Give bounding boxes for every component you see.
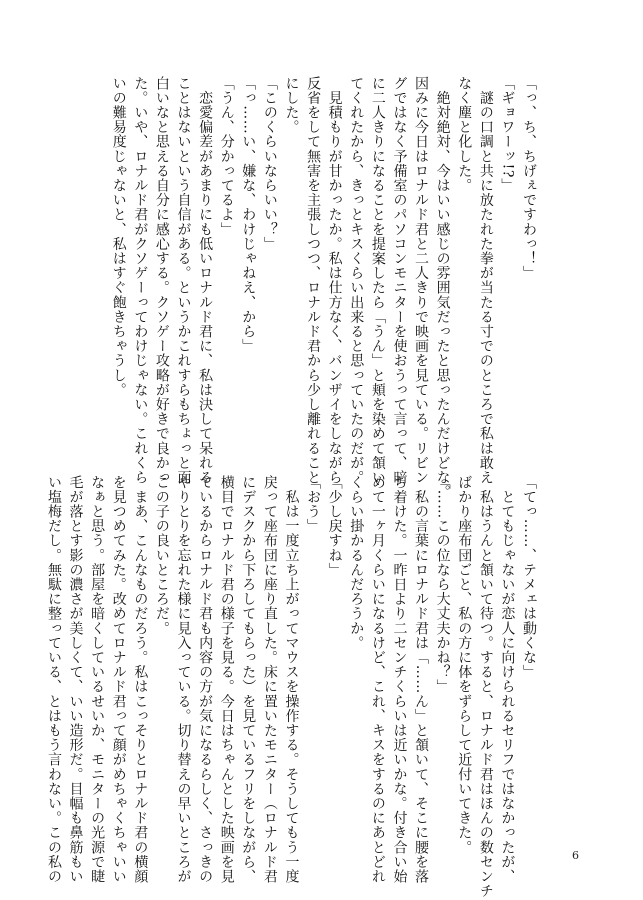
text-line: 私は一度立ち上がってマウスを操作する。そうしてもう一度 [283,475,300,884]
text-line: 謎の口調と共に放たれた拳が当たる寸でのところで私は敢え [477,76,494,485]
text-line: 横目でロナルド君の様子を見る。今日はちゃんとした映画を見 [218,475,235,884]
text-line: た。いや、ロナルド君がクソゲーってわけじゃない。これくら [132,76,149,485]
text-line: ち着けた。一昨日より二センチくらいは近いかな。付き合い始 [391,475,408,884]
text-line: 恋愛偏差があまりにも低いロナルド君に、私は決して呆れる [197,76,214,485]
text-line: 「っ、ち、ちげぇですわっ！」 [521,76,537,281]
text-line: 「てっ……、テメェは動くな」 [521,475,537,680]
text-line: とてもじゃないが恋人に向けられるセリフではなかったが、 [499,475,516,884]
text-line: まあ、こんなものだろう。私はこっそりとロナルド君の横顔 [132,475,149,884]
text-line: 私はうんと頷いて待つ。すると、ロナルド君はほんの数センチ [477,475,494,899]
text-line: ているからロナルド君も内容の方が気になるらしく、さっきの [197,475,214,884]
page-number: 6 [572,849,579,862]
text-line: てくれたから、きっとキスくらい出来ると思っていたのだが。 [348,76,365,485]
text-line: を見つめてみた。改めてロナルド君って顔がめちゃくちゃいい [110,475,127,884]
text-line: この子の良いところだ。 [153,475,170,636]
text-line: 「うん、分かってるよ」 [218,76,235,237]
text-line: に二人きりになることを提案したら「うん」と頬を染めて頷い [369,76,386,485]
text-line: 私の言葉にロナルド君は「……ん」と頷いて、そこに腰を落 [413,475,430,884]
text-block-bottom [42,475,539,899]
text-line: くらい掛かるんだろうか。 [348,475,365,651]
text-line: 「このくらいならいい？」 [261,76,278,252]
text-block-top [107,76,539,500]
text-line: 「……この位なら大丈夫かね？」 [434,475,451,694]
text-line: 「っ……い、嫌な、わけじゃねえ、から」 [240,76,257,354]
text-line: 「少し戻すね」 [326,475,343,578]
text-line: にした。 [283,76,300,135]
text-line: なぁと思う。部屋を暗くしているせいか、モニターの光源で睫 [89,475,106,884]
text-line: いの難易度じゃないと、私はすぐ飽きちゃうし。 [110,76,127,398]
text-line: 反省をして無害を主張しつつ、ロナルド君から少し離れること [305,76,322,485]
text-line: 「ギョワーッ!?」 [499,76,516,193]
text-line: グではなく予備室のパソコンモニターを使おうって言って、暗 [391,76,408,485]
text-line: 「おう」 [305,475,322,534]
text-line: 白いなと思える自分に感心する。クソゲー攻略が好きで良かっ [153,76,170,485]
text-line: 絶対絶対、今はいい感じの雰囲気だったと思ったんだけどな。 [434,76,451,500]
text-line: い塩梅だし。無駄に整っている、とはもう言わない。この私の [45,475,62,884]
text-line: やりとりを忘れた様に見入っている。切り替えの早いところが [175,475,192,884]
text-line: ばかり座布団ごと、私の方に体をずらして近付いてきた。 [456,475,473,855]
text-line: 戻って座布団に座り直した。床に置いたモニター（ロナルド君 [261,475,278,884]
text-line: 毛が落とす影の濃さが美しくて、いい造形だ。目幅も鼻筋もい [67,475,84,884]
text-line: 因みに今日はロナルド君と二人きりで映画を見ている。リビン [413,76,430,485]
text-line: めて一ヶ月くらいになるけど、これ、キスをするのにあとどれ [369,475,386,884]
text-line: ことはないという自信がある。というかこれすらもちょっと面 [175,76,192,485]
text-line: にデスクから下ろしてもらった）を見ているフリをしながら、 [240,475,257,884]
text-line: 見積もりが甘かったか。私は仕方なく、バンザイをしながら [326,76,343,485]
text-line: なく塵と化した。 [456,76,473,193]
